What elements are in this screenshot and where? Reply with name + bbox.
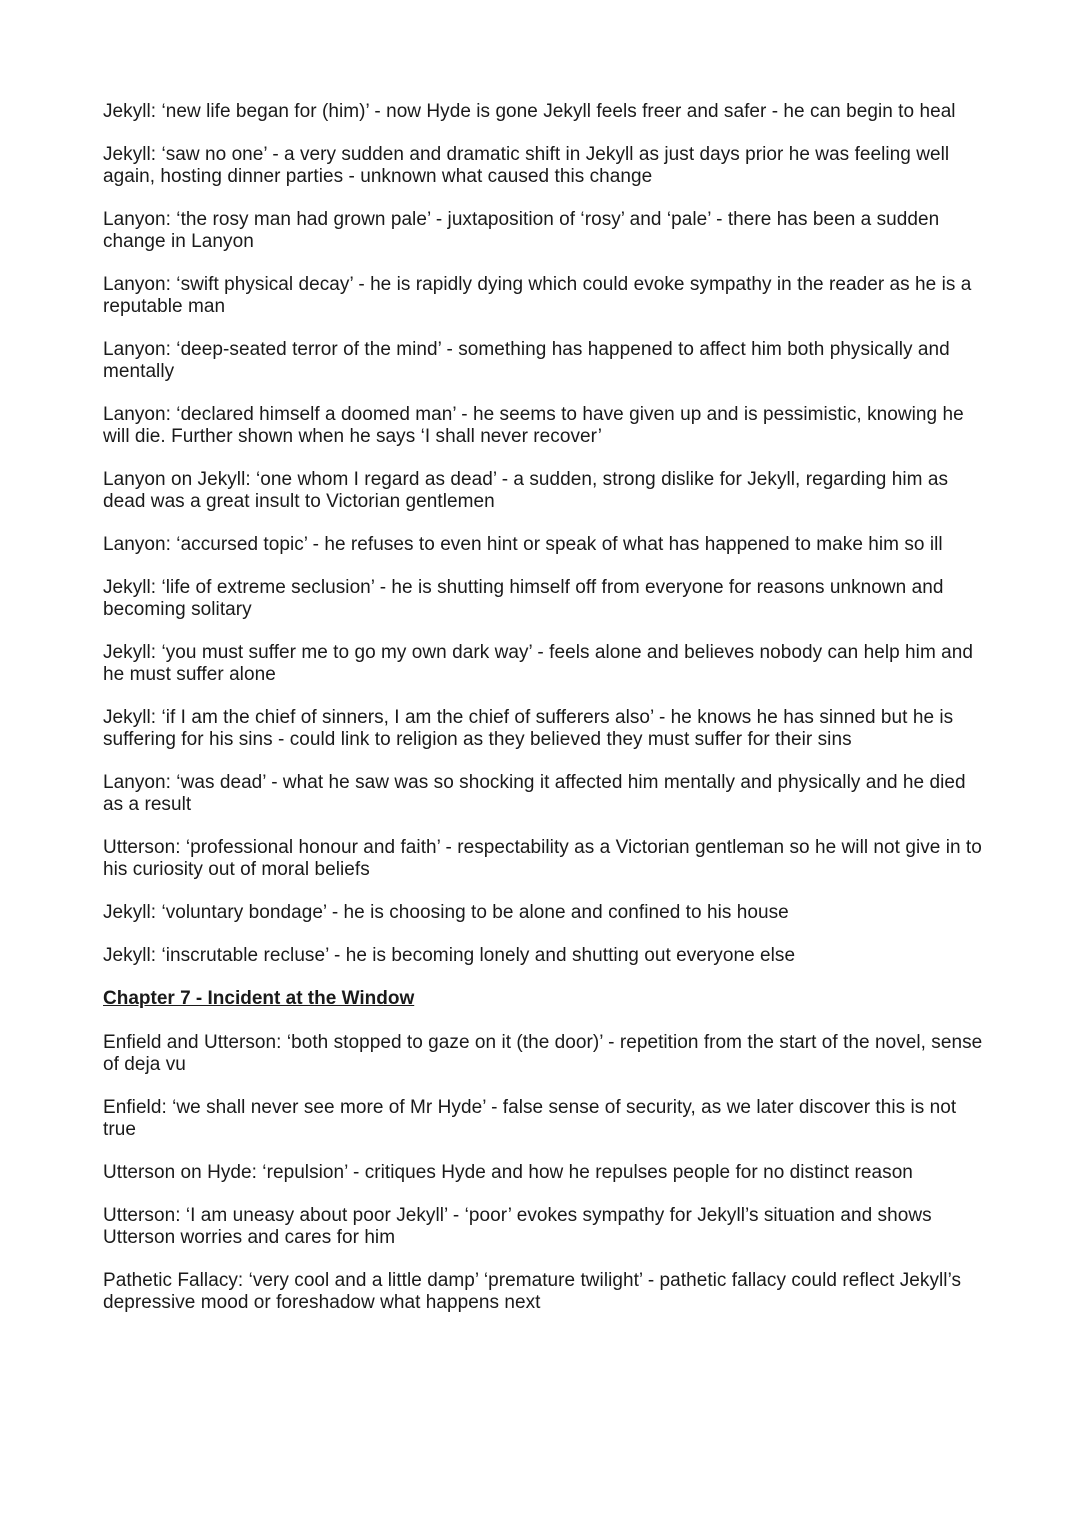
note-paragraph: Jekyll: ‘life of extreme seclusion’ - he is shutting himself off from everyone for reasons unknown and becoming solitary bbox=[103, 577, 944, 620]
note-paragraph: Lanyon: ‘was dead’ - what he saw was so shocking it affected him mentally and physically and he died as a result bbox=[103, 772, 966, 815]
note-paragraph: Lanyon: ‘declared himself a doomed man’ - he seems to have given up and is pessimistic, knowing he will die. Further shown when he says ‘I shall never recover’ bbox=[103, 404, 964, 447]
note-paragraph: Lanyon: ‘deep-seated terror of the mind’ - something has happened to affect him both physically and mentally bbox=[103, 339, 950, 382]
note-paragraph: Lanyon: ‘the rosy man had grown pale’ - juxtaposition of ‘rosy’ and ‘pale’ - there has been a sudden change in Lanyon bbox=[103, 209, 940, 252]
note-paragraph: Pathetic Fallacy: ‘very cool and a little damp’ ‘premature twilight’ - pathetic fallacy could reflect Jekyll’s depressive mood or foreshadow what happens next bbox=[103, 1270, 962, 1313]
note-paragraph: Enfield and Utterson: ‘both stopped to gaze on it (the door)’ - repetition from the start of the novel, sense of deja vu bbox=[103, 1032, 983, 1075]
note-paragraph: Jekyll: ‘inscrutable recluse’ - he is becoming lonely and shutting out everyone else bbox=[103, 945, 796, 966]
note-paragraph: Jekyll: ‘saw no one’ - a very sudden and dramatic shift in Jekyll as just days prior he was feeling well again, hosting dinner parties - unknown what caused this change bbox=[103, 144, 950, 187]
chapter-heading: Chapter 7 - Incident at the Window bbox=[103, 988, 415, 1009]
note-paragraph: Enfield: ‘we shall never see more of Mr Hyde’ - false sense of security, as we later discover this is not true bbox=[103, 1097, 957, 1140]
note-paragraph: Jekyll: ‘new life began for (him)’ - now Hyde is gone Jekyll feels freer and safer - he can begin to heal bbox=[103, 101, 956, 122]
note-paragraph: Utterson on Hyde: ‘repulsion’ - critiques Hyde and how he repulses people for no distinct reason bbox=[103, 1162, 913, 1183]
note-paragraph: Lanyon: ‘swift physical decay’ - he is rapidly dying which could evoke sympathy in the reader as he is a reputable man bbox=[103, 274, 972, 317]
note-paragraph: Jekyll: ‘if I am the chief of sinners, I am the chief of sufferers also’ - he knows he has sinned but he is suffering for his sins - could link to religion as they believed they must suffer for their sins bbox=[103, 707, 954, 750]
note-paragraph: Lanyon: ‘accursed topic’ - he refuses to even hint or speak of what has happened to make him so ill bbox=[103, 534, 943, 555]
note-paragraph: Lanyon on Jekyll: ‘one whom I regard as dead’ - a sudden, strong dislike for Jekyll, regarding him as dead was a great insult to Victorian gentlemen bbox=[103, 469, 949, 512]
note-paragraph: Jekyll: ‘voluntary bondage’ - he is choosing to be alone and confined to his house bbox=[103, 902, 789, 923]
document-page bbox=[103, 101, 983, 1335]
note-paragraph: Utterson: ‘I am uneasy about poor Jekyll’ - ‘poor’ evokes sympathy for Jekyll’s situation and shows Utterson worries and cares for him bbox=[103, 1205, 932, 1248]
note-paragraph: Utterson: ‘professional honour and faith’ - respectability as a Victorian gentleman so he will not give in to his curiosity out of moral beliefs bbox=[103, 837, 982, 880]
note-paragraph: Jekyll: ‘you must suffer me to go my own dark way’ - feels alone and believes nobody can help him and he must suffer alone bbox=[103, 642, 974, 685]
